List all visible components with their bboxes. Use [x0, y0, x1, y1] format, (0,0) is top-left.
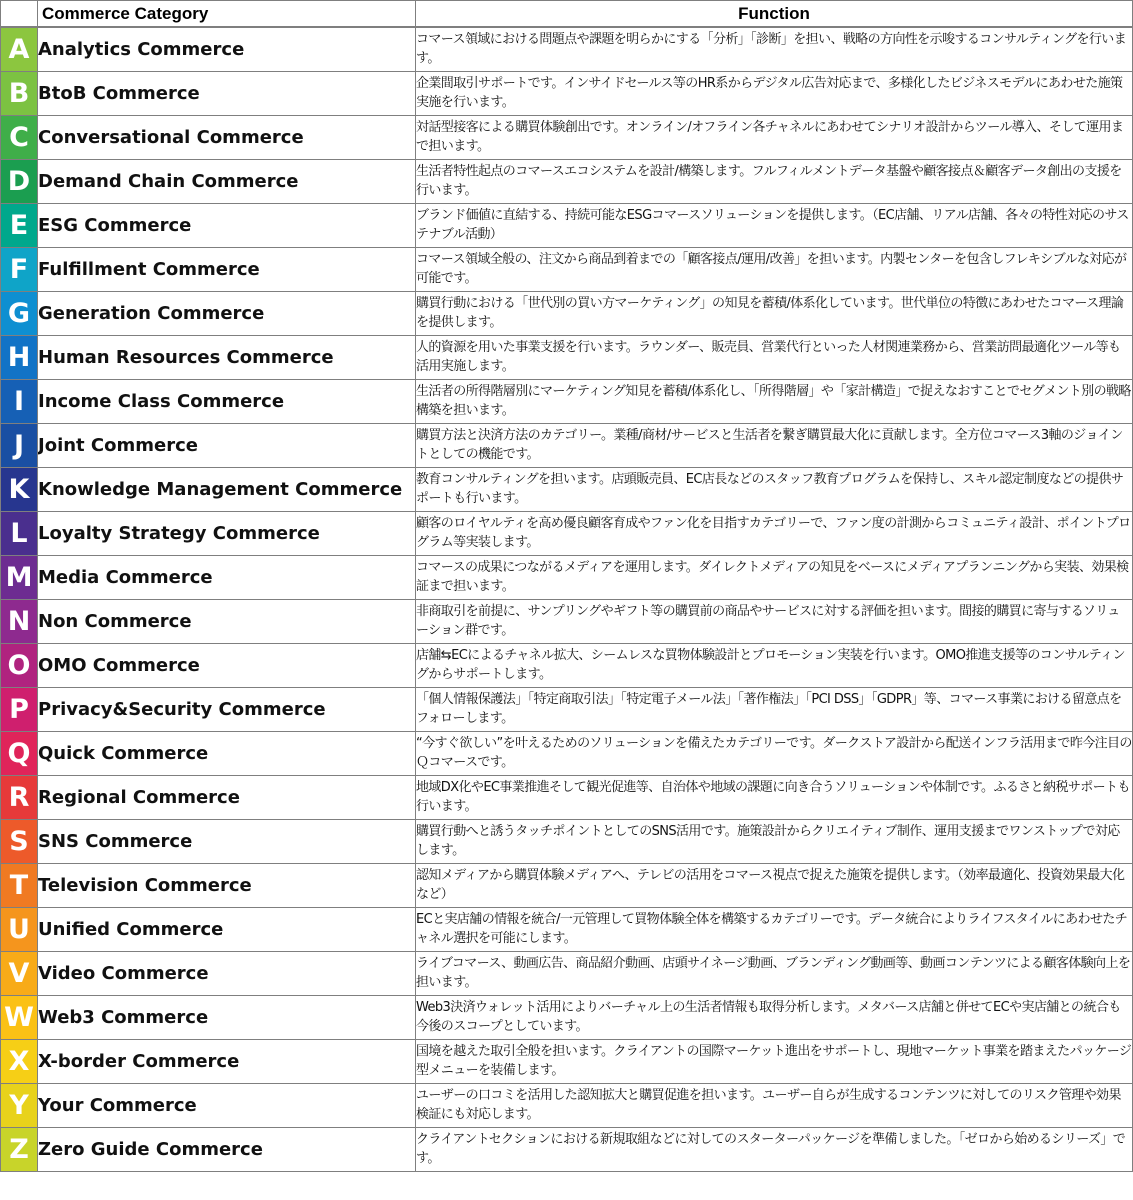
category-name: ESG Commerce — [38, 203, 416, 247]
category-function-description: 対話型接客による購買体験創出です。オンライン/オフライン各チャネルにあわせてシナリオ設計からツール導入、そして運用まで担います。 — [416, 115, 1133, 159]
table-row — [1, 1127, 1133, 1171]
category-name: BtoB Commerce — [38, 71, 416, 115]
table-row — [1, 27, 1133, 71]
table-row — [1, 775, 1133, 819]
table-row — [1, 335, 1133, 379]
category-function-description: 生活者特性起点のコマースエコシステムを設計/構築します。フルフィルメントデータ基盤や顧客接点＆顧客データ創出の支援を行います。 — [416, 159, 1133, 203]
category-letter-badge: E — [1, 203, 38, 247]
category-function-description: 購買行動へと誘うタッチポイントとしてのSNS活用です。施策設計からクリエイティブ制作、運用支援までワンストップで対応します。 — [416, 819, 1133, 863]
table-row — [1, 71, 1133, 115]
table-row — [1, 423, 1133, 467]
category-name: Generation Commerce — [38, 291, 416, 335]
table-row — [1, 599, 1133, 643]
category-letter-badge: S — [1, 819, 38, 863]
category-function-description: 「個人情報保護法」「特定商取引法」「特定電子メール法」「著作権法」「PCI DSS」「GDPR」等、コマース事業における留意点をフォローします。 — [416, 687, 1133, 731]
table-row — [1, 1039, 1133, 1083]
table-row — [1, 467, 1133, 511]
category-letter-badge: T — [1, 863, 38, 907]
table-row — [1, 951, 1133, 995]
category-letter-badge: J — [1, 423, 38, 467]
category-function-description: ライブコマース、動画広告、商品紹介動画、店頭サイネージ動画、ブランディング動画等、動画コンテンツによる顧客体験向上を担います。 — [416, 951, 1133, 995]
category-letter-badge: I — [1, 379, 38, 423]
category-letter-badge: Z — [1, 1127, 38, 1171]
category-name: SNS Commerce — [38, 819, 416, 863]
category-letter-badge: X — [1, 1039, 38, 1083]
category-function-description: コマースの成果につながるメディアを運用します。ダイレクトメディアの知見をベースにメディアプランニングから実装、効果検証まで担います。 — [416, 555, 1133, 599]
category-letter-badge: P — [1, 687, 38, 731]
category-letter-badge: B — [1, 71, 38, 115]
category-name: Joint Commerce — [38, 423, 416, 467]
table-row — [1, 863, 1133, 907]
category-function-description: ブランド価値に直結する、持続可能なESGコマースソリューションを提供します。（EC店舗、リアル店舗、各々の特性対応のサステナブル活動） — [416, 203, 1133, 247]
table-row — [1, 115, 1133, 159]
category-letter-badge: N — [1, 599, 38, 643]
category-letter-badge: R — [1, 775, 38, 819]
category-letter-badge: A — [1, 27, 38, 71]
category-letter-badge: W — [1, 995, 38, 1039]
category-letter-badge: V — [1, 951, 38, 995]
header-letter-cell — [1, 1, 38, 28]
category-function-description: コマース領域における問題点や課題を明らかにする「分析」「診断」を担い、戦略の方向性を示唆するコンサルティングを行います。 — [416, 27, 1133, 71]
category-letter-badge: C — [1, 115, 38, 159]
category-letter-badge: M — [1, 555, 38, 599]
category-function-description: コマース領域全般の、注文から商品到着までの「顧客接点/運用/改善」を担います。内製センターを包含しフレキシブルな対応が可能です。 — [416, 247, 1133, 291]
category-name: Demand Chain Commerce — [38, 159, 416, 203]
category-function-description: 顧客のロイヤルティを高め優良顧客育成やファン化を目指すカテゴリーで、ファン度の計測からコミュニティ設計、ポイントプログラム等実装します。 — [416, 511, 1133, 555]
table-row — [1, 731, 1133, 775]
category-name: Non Commerce — [38, 599, 416, 643]
table-row — [1, 511, 1133, 555]
table-row — [1, 819, 1133, 863]
table-body — [1, 27, 1133, 1171]
category-letter-badge: F — [1, 247, 38, 291]
category-name: Quick Commerce — [38, 731, 416, 775]
table-row — [1, 555, 1133, 599]
table-row — [1, 1083, 1133, 1127]
category-name: Income Class Commerce — [38, 379, 416, 423]
category-function-description: Web3決済ウォレット活用によりバーチャル上の生活者情報も取得分析します。メタバース店舗と併せてECや実店舗との統合も今後のスコープとしています。 — [416, 995, 1133, 1039]
table-row — [1, 643, 1133, 687]
category-function-description: 非商取引を前提に、サンプリングやギフト等の購買前の商品やサービスに対する評価を担います。間接的購買に寄与するソリューション群です。 — [416, 599, 1133, 643]
table-header-row — [1, 1, 1133, 28]
category-name: X-border Commerce — [38, 1039, 416, 1083]
category-function-description: 認知メディアから購買体験メディアへ、テレビの活用をコマース視点で捉えた施策を提供します。（効率最適化、投資効果最大化など） — [416, 863, 1133, 907]
category-function-description: 購買方法と決済方法のカテゴリー。業種/商材/サービスと生活者を繋ぎ購買最大化に貢献します。全方位コマース3軸のジョイントとしての機能です。 — [416, 423, 1133, 467]
category-function-description: 人的資源を用いた事業支援を行います。ラウンダー、販売員、営業代行といった人材関連業務から、営業訪問最適化ツール等も活用実施します。 — [416, 335, 1133, 379]
table-row — [1, 247, 1133, 291]
category-function-description: 地域DX化やEC事業推進そして観光促進等、自治体や地域の課題に向き合うソリューションや体制です。ふるさと納税サポートも行います。 — [416, 775, 1133, 819]
header-function: Function — [416, 1, 1133, 28]
table-row — [1, 995, 1133, 1039]
category-function-description: 教育コンサルティングを担います。店頭販売員、EC店長などのスタッフ教育プログラムを保持し、スキル認定制度などの提供サポートも行います。 — [416, 467, 1133, 511]
category-name: Video Commerce — [38, 951, 416, 995]
category-function-description: ユーザーの口コミを活用した認知拡大と購買促進を担います。ユーザー自らが生成するコンテンツに対してのリスク管理や効果検証にも対応します。 — [416, 1083, 1133, 1127]
category-name: Television Commerce — [38, 863, 416, 907]
header-commerce-category: Commerce Category — [38, 1, 416, 28]
category-name: Conversational Commerce — [38, 115, 416, 159]
table-row — [1, 379, 1133, 423]
category-function-description: 国境を越えた取引全般を担います。クライアントの国際マーケット進出をサポートし、現地マーケット事業を踏まえたパッケージ型メニューを装備します。 — [416, 1039, 1133, 1083]
category-letter-badge: U — [1, 907, 38, 951]
table-row — [1, 291, 1133, 335]
category-name: Privacy&Security Commerce — [38, 687, 416, 731]
category-function-description: ECと実店舗の情報を統合/一元管理して買物体験全体を構築するカテゴリーです。データ統合によりライフスタイルにあわせたチャネル選択を可能にします。 — [416, 907, 1133, 951]
category-function-description: クライアントセクションにおける新規取組などに対してのスターターパッケージを準備しました。「ゼロから始めるシリーズ」です。 — [416, 1127, 1133, 1171]
category-name: Fulfillment Commerce — [38, 247, 416, 291]
table-row — [1, 203, 1133, 247]
table-row — [1, 159, 1133, 203]
category-letter-badge: H — [1, 335, 38, 379]
category-function-description: 生活者の所得階層別にマーケティング知見を蓄積/体系化し、「所得階層」や「家計構造」で捉えなおすことでセグメント別の戦略構築を担います。 — [416, 379, 1133, 423]
category-name: Regional Commerce — [38, 775, 416, 819]
category-name: Unified Commerce — [38, 907, 416, 951]
category-name: Human Resources Commerce — [38, 335, 416, 379]
category-name: Web3 Commerce — [38, 995, 416, 1039]
category-function-description: “今すぐ欲しい”を叶えるためのソリューションを備えたカテゴリーです。ダークストア設計から配送インフラ活用まで昨今注目のＱコマースです。 — [416, 731, 1133, 775]
category-name: Your Commerce — [38, 1083, 416, 1127]
category-name: OMO Commerce — [38, 643, 416, 687]
category-letter-badge: G — [1, 291, 38, 335]
category-letter-badge: L — [1, 511, 38, 555]
category-name: Loyalty Strategy Commerce — [38, 511, 416, 555]
category-name: Media Commerce — [38, 555, 416, 599]
category-letter-badge: O — [1, 643, 38, 687]
category-letter-badge: Y — [1, 1083, 38, 1127]
table-row — [1, 687, 1133, 731]
category-function-description: 購買行動における「世代別の買い方マーケティング」の知見を蓄積/体系化しています。世代単位の特徴にあわせたコマース理論を提供します。 — [416, 291, 1133, 335]
category-name: Knowledge Management Commerce — [38, 467, 416, 511]
table-row — [1, 907, 1133, 951]
category-function-description: 店舗⇆ECによるチャネル拡大、シームレスな買物体験設計とプロモーション実装を行います。OMO推進支援等のコンサルティングからサポートします。 — [416, 643, 1133, 687]
category-name: Zero Guide Commerce — [38, 1127, 416, 1171]
category-letter-badge: Q — [1, 731, 38, 775]
category-letter-badge: D — [1, 159, 38, 203]
category-letter-badge: K — [1, 467, 38, 511]
category-function-description: 企業間取引サポートです。インサイドセールス等のHR系からデジタル広告対応まで、多様化したビジネスモデルにあわせた施策実施を行います。 — [416, 71, 1133, 115]
category-name: Analytics Commerce — [38, 27, 416, 71]
